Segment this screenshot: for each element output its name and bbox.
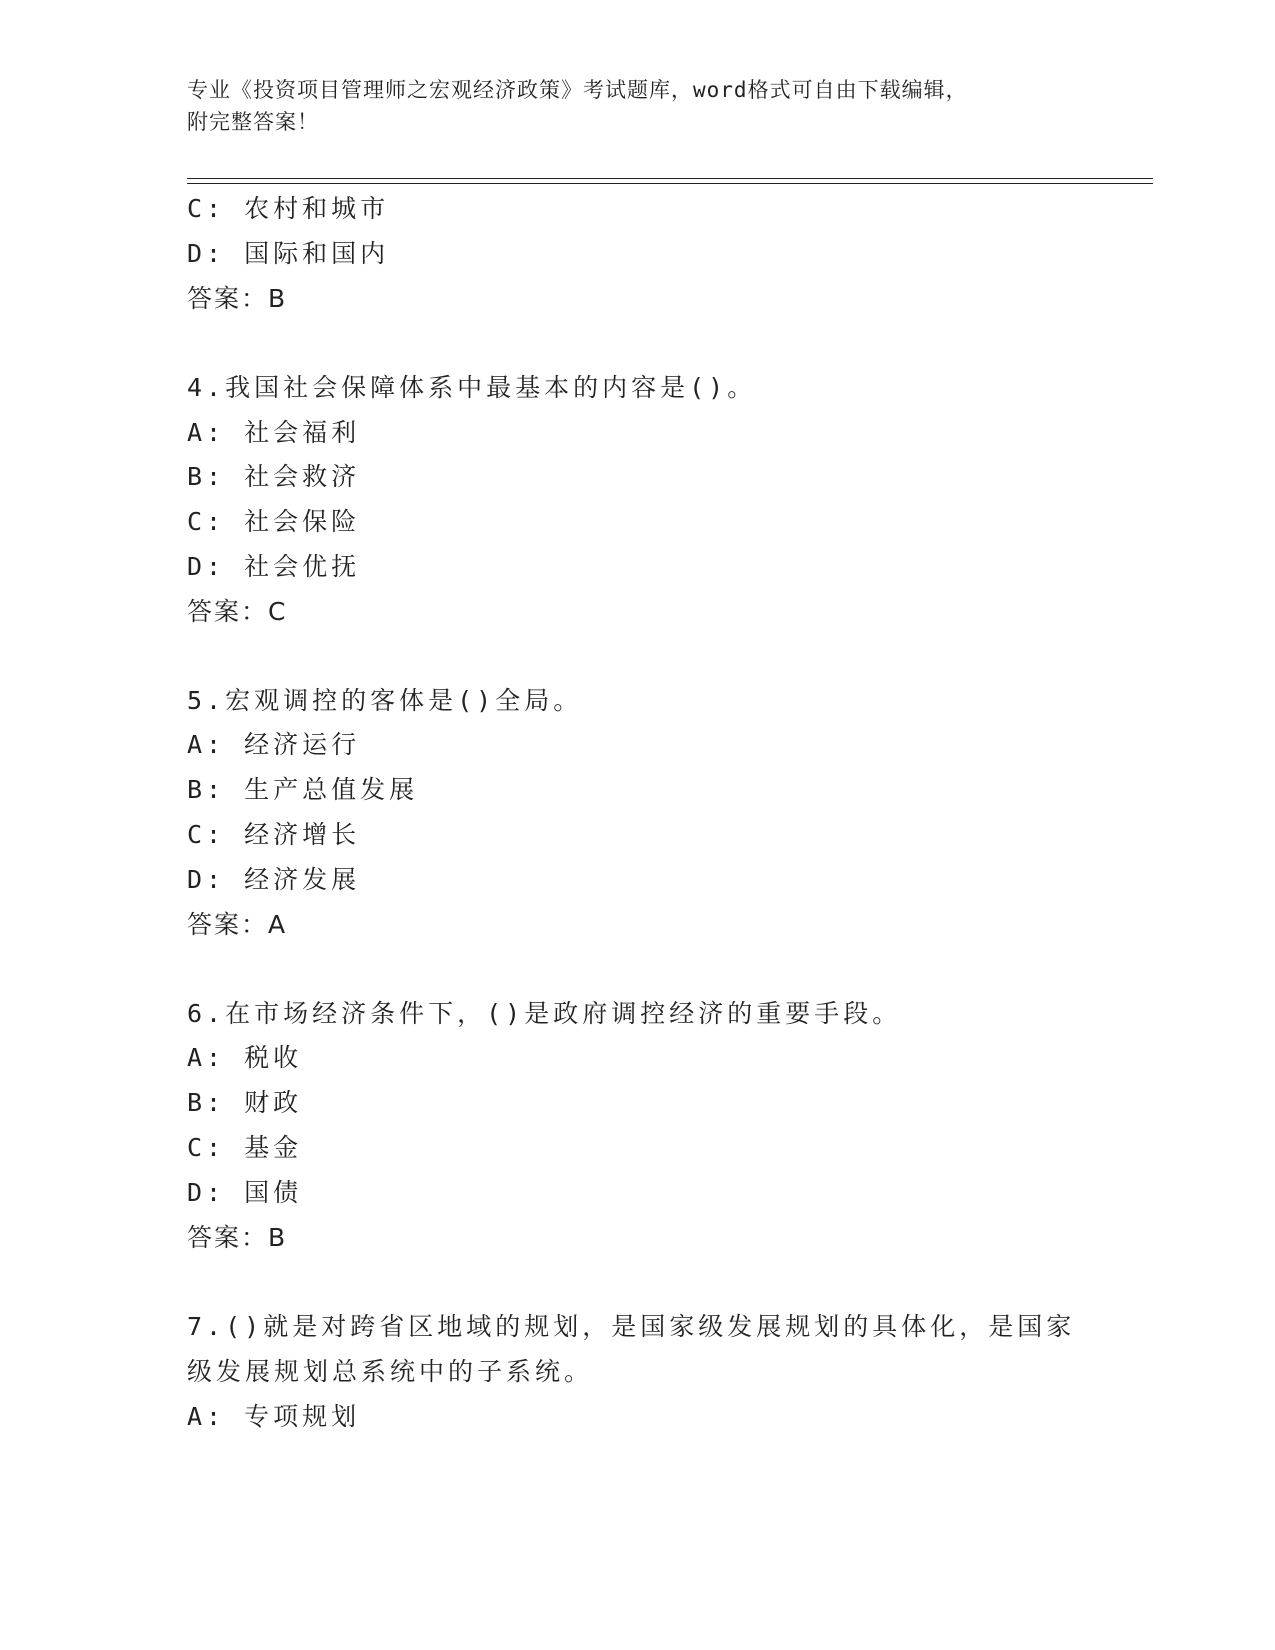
q3-option-d: D: 国际和国内 xyxy=(187,239,390,268)
q5-option-b: B: 生产总值发展 xyxy=(187,775,419,804)
document-header xyxy=(187,74,1067,138)
q4-option-b: B: 社会救济 xyxy=(187,462,361,491)
header-divider-bottom xyxy=(187,183,1153,184)
q5-answer: 答案：A xyxy=(187,910,288,939)
q5-option-a: A: 经济运行 xyxy=(187,730,361,759)
q6-answer: 答案：B xyxy=(187,1223,288,1252)
q4-answer: 答案：C xyxy=(187,597,288,626)
q6-option-a: A: 税收 xyxy=(187,1043,303,1072)
q3-answer: 答案：B xyxy=(187,284,288,313)
q5-question: 5.宏观调控的客体是()全局。 xyxy=(187,686,583,715)
q4-option-d: D: 社会优抚 xyxy=(187,552,361,581)
q6-option-b: B: 财政 xyxy=(187,1088,303,1117)
q5-option-c: C: 经济增长 xyxy=(187,820,361,849)
q4-question: 4.我国社会保障体系中最基本的内容是()。 xyxy=(187,373,757,402)
q6-option-c: C: 基金 xyxy=(187,1133,303,1162)
q7-option-a: A: 专项规划 xyxy=(187,1402,361,1431)
header-line-1: 专业《投资项目管理师之宏观经济政策》考试题库，word格式可自由下载编辑， xyxy=(187,78,968,102)
q6-question: 6.在市场经济条件下，()是政府调控经济的重要手段。 xyxy=(187,999,902,1028)
q6-option-d: D: 国债 xyxy=(187,1178,303,1207)
header-line-2: 附完整答案！ xyxy=(187,110,319,134)
q4-option-a: A: 社会福利 xyxy=(187,418,361,447)
q4-option-c: C: 社会保险 xyxy=(187,507,361,536)
q5-option-d: D: 经济发展 xyxy=(187,865,361,894)
header-divider-top xyxy=(187,178,1153,179)
q7-question-line-2: 级发展规划总系统中的子系统。 xyxy=(187,1357,594,1386)
q3-option-c: C: 农村和城市 xyxy=(187,194,390,223)
q7-question-line-1: 7.()就是对跨省区地域的规划，是国家级发展规划的具体化，是国家 xyxy=(187,1312,1076,1341)
